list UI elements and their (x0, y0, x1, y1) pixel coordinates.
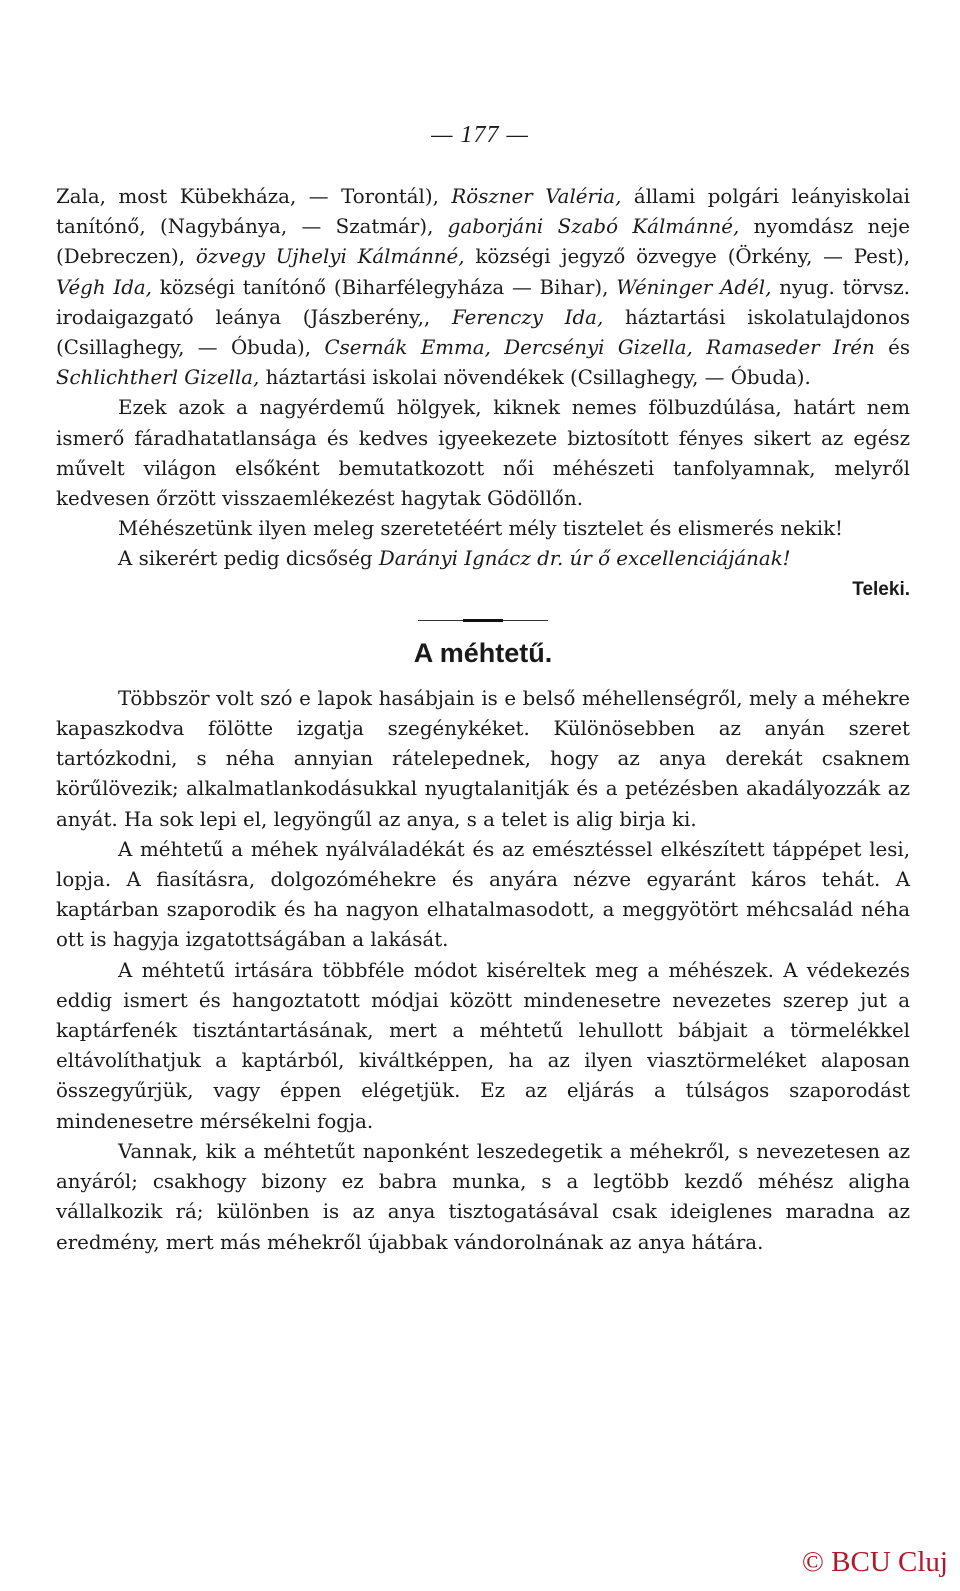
section-paragraph: Vannak, kik a méhtetűt naponként leszedegetik a méhekről, s nevezetesen az anyáról; csakhogy bizony ez babra munka, s a legtöbb kezdő méhész aligha vállalkozik rá; különben is az anya tisztogatásával csak ideiglenes maradna az eredmény, mert más méhekről újabbak vándorolnának az anya hátára. (56, 1139, 910, 1254)
name-run: Wéninger Adél, (616, 275, 772, 299)
name-run: özvegy Ujhelyi Kálmánné, (195, 245, 465, 269)
library-watermark: © BCU Cluj (801, 1546, 948, 1578)
name-run: Röszner Valéria, (451, 185, 622, 208)
intro-paragraph (56, 182, 910, 393)
section-divider (418, 619, 548, 622)
name-run: Csernák Emma, Dercsényi Gizella, Ramaseder Irén (324, 336, 875, 360)
text-run: Zala, most Kübekháza, — Torontál), (56, 185, 452, 208)
text-run: és (874, 336, 910, 360)
paragraph-siker (56, 544, 910, 574)
name-run: Ferenczy Ida, (451, 305, 604, 329)
text-run: háztartási iskolatulajdonos (Csillaghegy, — Óbuda), (56, 305, 910, 360)
text-run: községi tanítónő (Biharfélegyháza — Bihar), (151, 275, 617, 299)
section-paragraph: A méhtetű irtására többféle módot kiséreltek meg a méhészek. A védekezés eddig ismert és hangoztatott módjai között mindenesetre nevezetes szerep jut a kaptárfenék tisztántartásának, mert a méhtetű lehullott bábjait a törmelékkel eltávolíthatjuk a kaptárból, kiváltképpen, ha az ilyen viasztörmeléket alaposan összegyűrjük, vagy éppen elégetjük. Ez az eljárás a túlságos szaporodást mindenesetre mérsékelni fogja. (56, 958, 910, 1133)
name-run: Darányi Ignácz dr. úr ő excellenciájának! (378, 547, 791, 571)
text-run: háztartási iskolai növendékek (Csillaghegy, — Óbuda). (259, 366, 811, 390)
text-run: A sikerért pedig dicsőség (118, 547, 379, 571)
text-run: nyug. törvsz. irodaigazgató leánya (Jászberény,, (56, 275, 910, 329)
text-run: nyomdász neje (Debreczen), (56, 215, 910, 269)
page-number: — 177 — (431, 122, 529, 148)
section-title: A méhtetű. (413, 637, 553, 668)
signature: Teleki. (852, 578, 910, 600)
paragraph-ezek: Ezek azok a nagyérdemű hölgyek, kiknek nemes fölbuzdúlása, határt nem ismerő fáradhatatlansága és kedves igyeekezete biztosított fényes sikert az egész művelt világon elsőként bemutatkozott női méhészeti tanfolyamnak, melyről kedvesen őrzött visszaemlékezést hagytak Gödöllőn. (56, 396, 910, 511)
section-paragraph: Többször volt szó e lapok hasábjain is e belső méhellenségről, mely a méhekre kapaszkodva fölötte izgatja szegénykéket. Különösebben az anyán szeret tartózkodni, s néha annyian rátelepednek, hogy az anya derekát csaknem körűlövezik; alkalmatlankodásukkal nyugtalanitják és a petézésben akadályozzák az anyát. Ha sok lepi el, legyöngűl az anya, s a telet is alig birja ki. (56, 686, 910, 831)
page-body (56, 182, 910, 1258)
name-run: Schlichtherl Gizella, (56, 366, 260, 390)
name-run: gaborjáni Szabó Kálmánné, (447, 215, 740, 239)
section-paragraph: A méhtetű a méhek nyálváladékát és az emésztéssel elkészített táppépet lesi, lopja. A fiasításra, dolgozóméhekre és anyára nézve egyaránt káros tehát. A kaptárban szaporodik és ha nagyon elhatalmasodott, a meggyötört méhcsalád néha ott is hagyja izgatottságában a lakását. (56, 837, 910, 952)
name-run: Végh Ida, (56, 275, 152, 299)
text-run: községi jegyző özvegye (Örkény, — Pest), (464, 245, 910, 269)
text-run: állami polgári leányiskolai tanítónő, (Nagybánya, — Szatmár), (56, 185, 911, 239)
paragraph-meheszetunk: Méhészetünk ilyen meleg szeretetéért mély tisztelet és elismerés nekik! (118, 517, 844, 541)
